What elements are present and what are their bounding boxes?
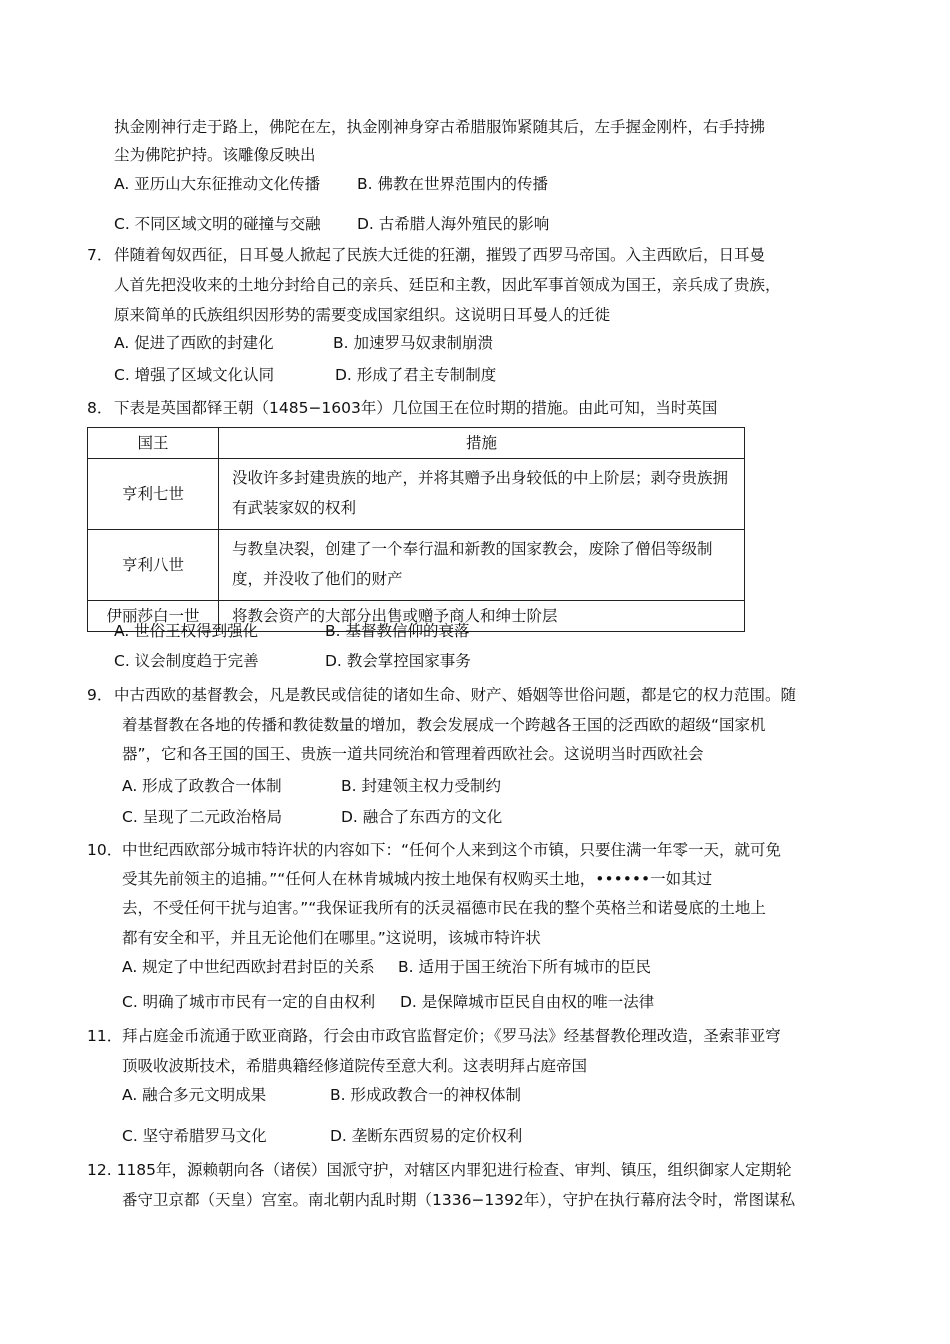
q6-text-line-1: 执金刚神行走于路上，佛陀在左，执金刚神身穿古希腊服饰紧随其后，左手握金刚杵，右手持拂 [114,118,766,136]
q9-text-line-2: 着基督教在各地的传播和教徒数量的增加，教会发展成一个跨越各王国的泛西欧的超级“国家机 [122,716,766,734]
q8-option-c[interactable]: C. 议会制度趋于完善 [114,652,259,670]
q10-option-c[interactable]: C. 明确了城市市民有一定的自由权利 [122,993,376,1011]
q10-text-line-4: 都有安全和平，并且无论他们在哪里。”这说明，该城市特许状 [122,929,541,947]
table-cell-king: 亨利八世 [88,530,219,601]
q10-text-line-1: 中世纪西欧部分城市特许状的内容如下：“任何个人来到这个市镇，只要住满一年零一天，就可免 [122,841,782,859]
q7-number: 7． [87,246,113,264]
q9-option-c[interactable]: C. 呈现了二元政治格局 [122,808,283,826]
q10-text-line-2: 受其先前领主的追捕。”“任何人在林肯城城内按土地保有权购买土地，••••••一如其过 [122,870,713,888]
q10-option-d[interactable]: D. 是保障城市臣民自由权的唯一法律 [400,993,655,1011]
q7-text-line-1: 伴随着匈奴西征，日耳曼人掀起了民族大迁徙的狂潮，摧毁了西罗马帝国。入主西欧后，日耳曼 [114,246,766,264]
q8-number: 8． [87,399,113,417]
q11-number: 11． [87,1027,123,1045]
q10-option-b[interactable]: B. 适用于国王统治下所有城市的臣民 [398,958,651,976]
q10-option-a[interactable]: A. 规定了中世纪西欧封君封臣的关系 [122,958,375,976]
q6-option-a[interactable]: A. 亚历山大东征推动文化传播 [114,175,321,193]
q7-option-b[interactable]: B. 加速罗马奴隶制崩溃 [333,334,493,352]
table-header-king: 国王 [88,428,219,459]
q12-text-line-2: 番守卫京都（天皇）宫室。南北朝内乱时期（1336−1392年），守护在执行幕府法令时，常图谋私 [122,1191,796,1209]
q7-text-line-2: 人首先把没收来的土地分封给自己的亲兵、廷臣和主教，因此军事首领成为国王，亲兵成了贵族， [114,276,781,294]
q11-option-d[interactable]: D. 垄断东西贸易的定价权利 [330,1127,523,1145]
table-cell-measure: 将教会资产的大部分出售或赠予商人和绅士阶层 [219,601,745,632]
q10-number: 10． [87,841,123,859]
q9-text-line-3: 器”，它和各王国的国王、贵族一道共同统治和管理着西欧社会。这说明当时西欧社会 [122,745,704,763]
q7-text-line-3: 原来简单的氏族组织因形势的需要变成国家组织。这说明日耳曼人的迁徙 [114,306,611,324]
q9-option-a[interactable]: A. 形成了政教合一体制 [122,777,282,795]
q11-option-a[interactable]: A. 融合多元文明成果 [122,1086,267,1104]
q11-option-b[interactable]: B. 形成政教合一的神权体制 [330,1086,521,1104]
q7-option-d[interactable]: D. 形成了君主专制制度 [335,366,497,384]
q9-number: 9． [87,686,113,704]
q11-text-line-1: 拜占庭金币流通于欧亚商路，行会由市政官监督定价；《罗马法》经基督教伦理改造，圣索菲亚穹 [122,1027,781,1045]
table-cell-measure: 没收许多封建贵族的地产，并将其赠予出身较低的中上阶层；剥夺贵族拥有武装家奴的权利 [219,459,745,530]
q8-option-d[interactable]: D. 教会掌控国家事务 [325,652,471,670]
q6-option-d[interactable]: D. 古希腊人海外殖民的影响 [357,215,550,233]
q9-text-line-1: 中古西欧的基督教会，凡是教民或信徒的诸如生命、财产、婚姻等世俗问题，都是它的权力范围。随 [114,686,797,704]
q6-option-b[interactable]: B. 佛教在世界范围内的传播 [357,175,548,193]
table-cell-king: 亨利七世 [88,459,219,530]
tudor-measures-table [87,427,745,632]
q8-option-a[interactable]: A. 世俗王权得到强化 [114,622,259,640]
table-cell-measure: 与教皇决裂，创建了一个奉行温和新教的国家教会，废除了僧侣等级制度，并没收了他们的财产 [219,530,745,601]
q12-text-line-1: 12. 1185年，源赖朝向各（诸侯）国派守护，对辖区内罪犯进行检查、审判、镇压，组织御家人定期轮 [87,1161,792,1179]
q7-option-a[interactable]: A. 促进了西欧的封建化 [114,334,274,352]
q8-text-line-1: 下表是英国都铎王朝（1485−1603年）几位国王在位时期的措施。由此可知，当时英国 [114,399,718,417]
table-row [88,530,745,601]
q11-option-c[interactable]: C. 坚守希腊罗马文化 [122,1127,267,1145]
q6-text-line-2: 尘为佛陀护持。该雕像反映出 [114,146,316,164]
table-header-measure: 措施 [219,428,745,459]
q6-option-c[interactable]: C. 不同区域文明的碰撞与交融 [114,215,321,233]
q11-text-line-2: 顶吸收波斯技术，希腊典籍经修道院传至意大利。这表明拜占庭帝国 [122,1057,588,1075]
q9-option-b[interactable]: B. 封建领主权力受制约 [341,777,501,795]
q10-text-line-3: 去，不受任何干扰与迫害。”“我保证我所有的沃灵福德市民在我的整个英格兰和诺曼底的土地上 [122,899,766,917]
q7-option-c[interactable]: C. 增强了区域文化认同 [114,366,275,384]
table-cell-king: 伊丽莎白一世 [88,601,219,632]
table-row [88,459,745,530]
q9-option-d[interactable]: D. 融合了东西方的文化 [341,808,503,826]
table-header-row [88,428,745,459]
q8-option-b[interactable]: B. 基督教信仰的衰落 [325,622,470,640]
